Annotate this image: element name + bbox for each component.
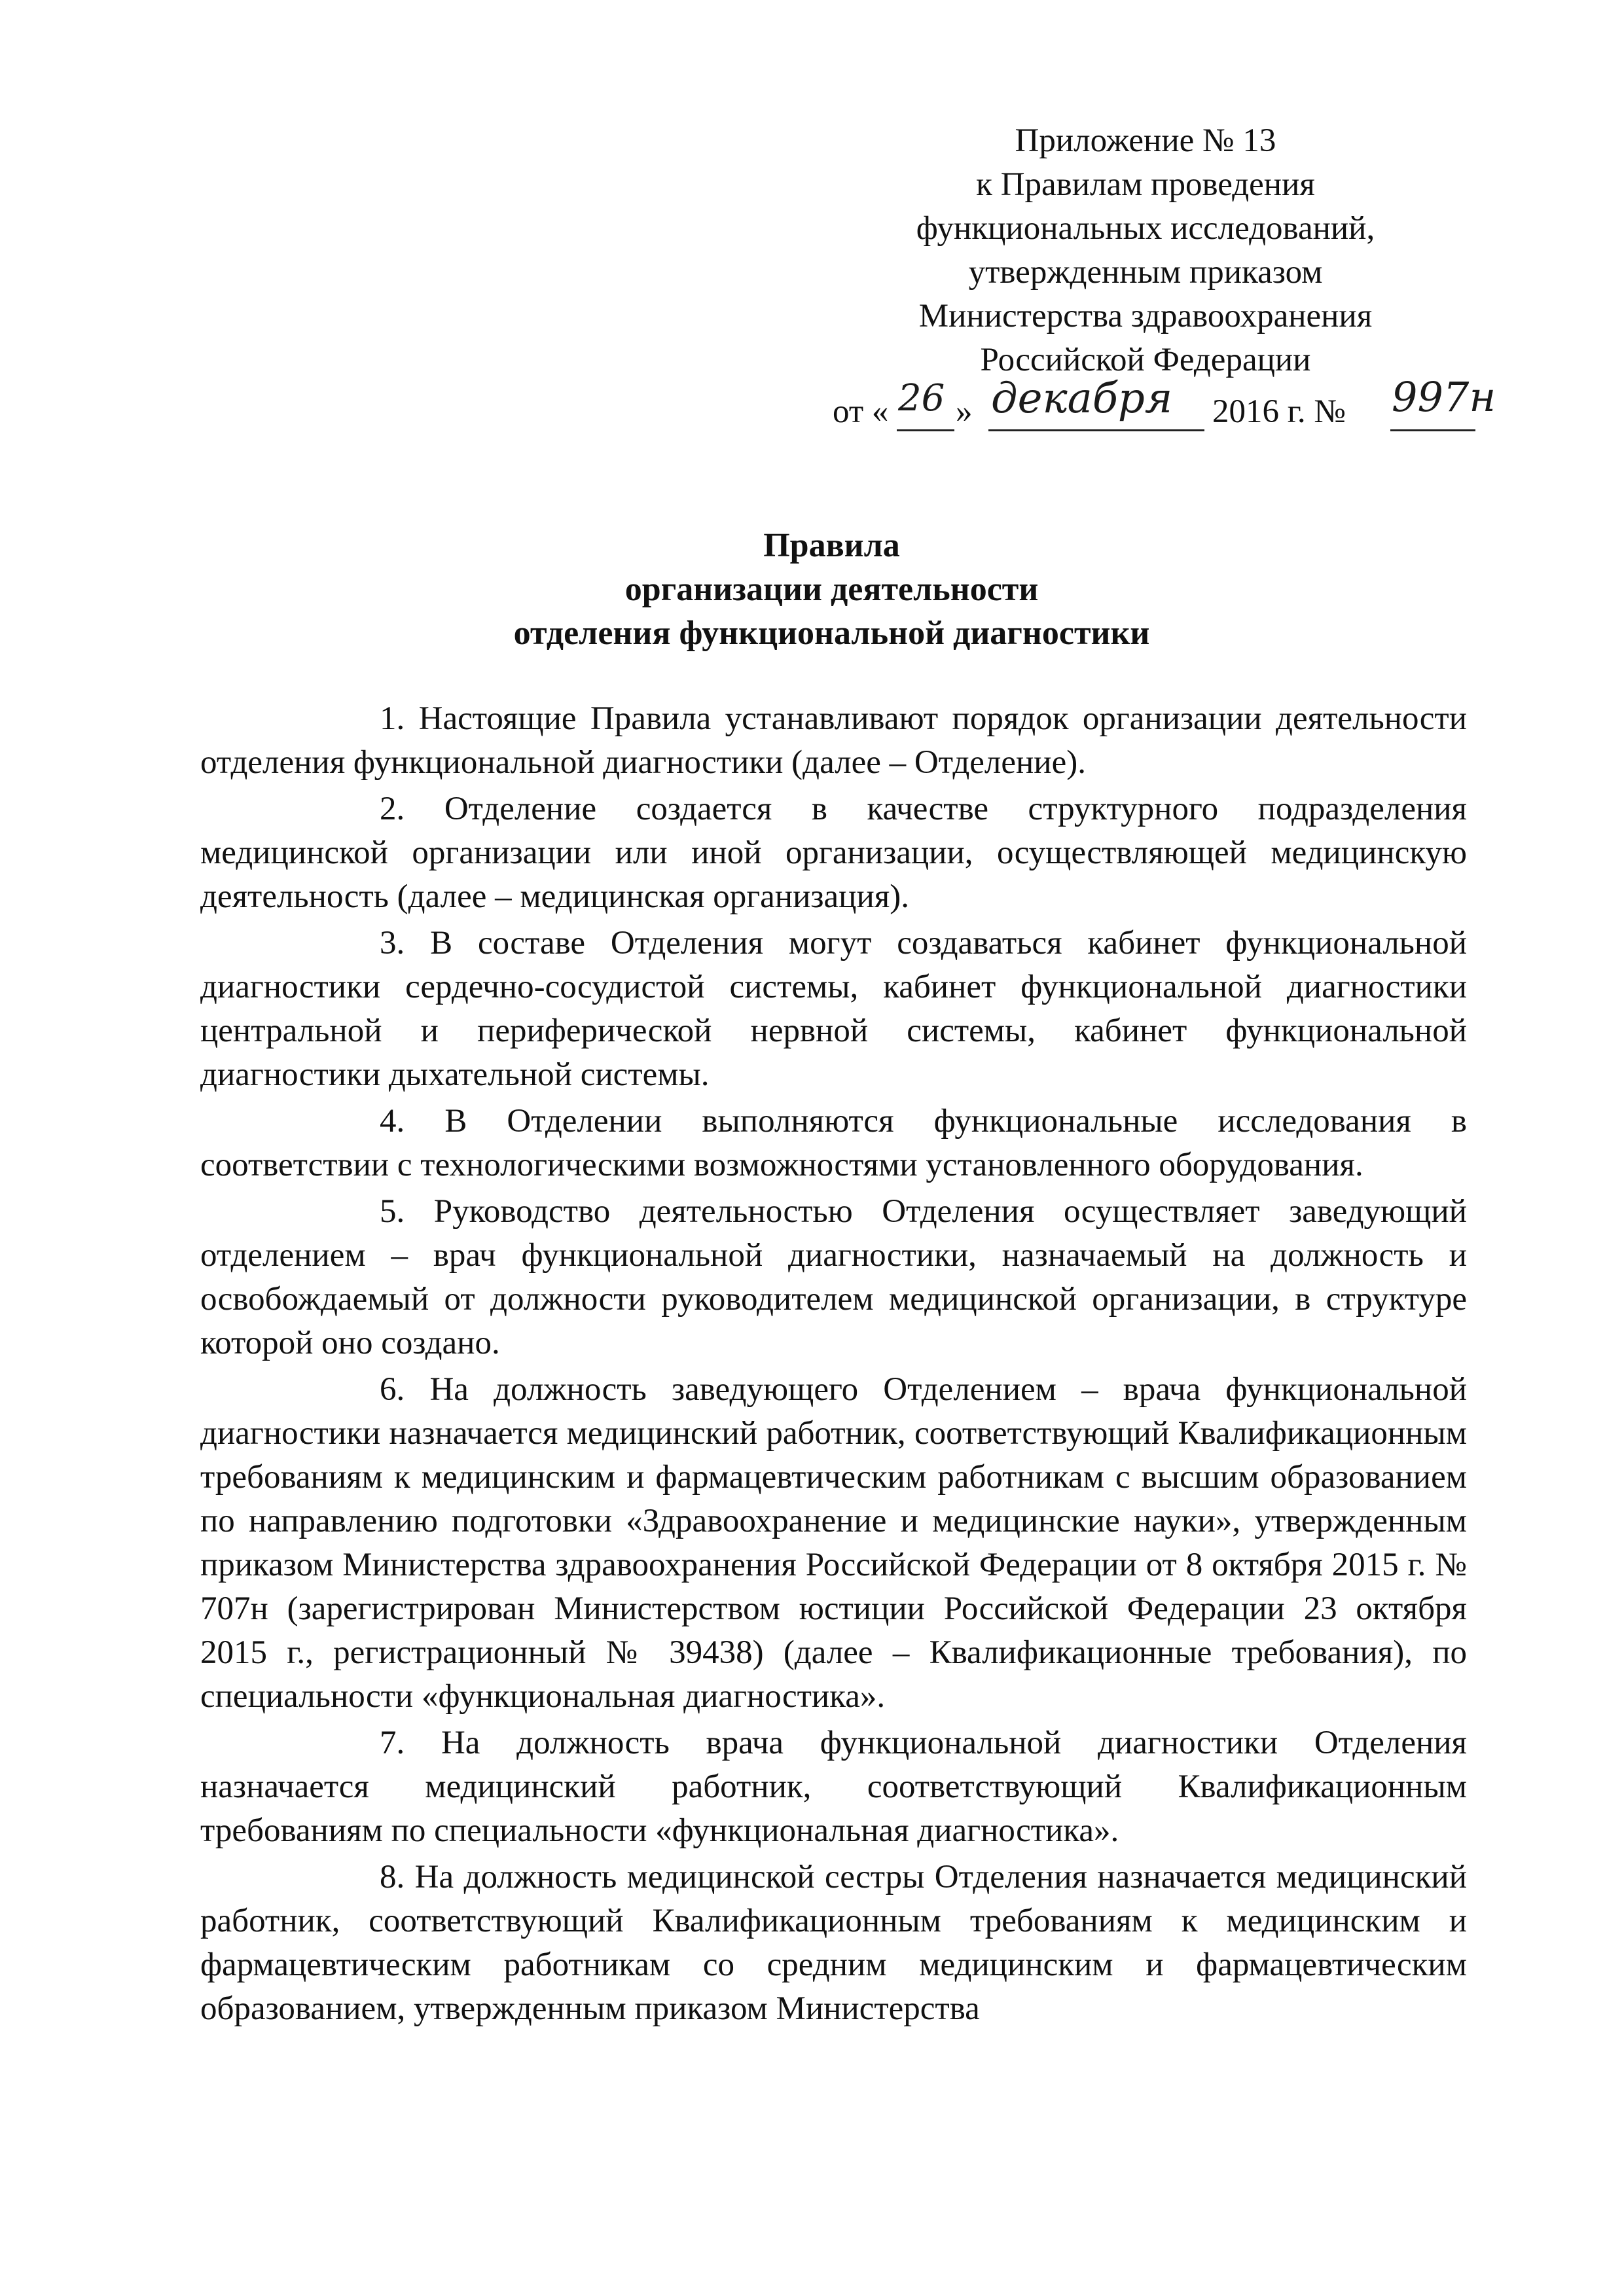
rules-body [200,697,1467,2034]
rule-paragraph [200,1100,1467,1187]
paragraph-number: 4. [380,1103,405,1139]
rule-paragraph [200,1721,1467,1853]
paragraph-number: 7. [380,1725,405,1761]
paragraph-text: На должность заведующего Отделением – врача функциональной диагностики назначается медицинский работник, соответствующий Квалификационным требованиям к медицинским и фармацевтическим работникам с высшим образованием по направлению подготовки «Здравоохранение и медицинские науки», утвержденным приказом Министерства здравоохранения Российской Федерации от 8 октября 2015 г. № 707н (зарегистрирован Министерством юстиции Российской Федерации 23 октября 2015 г., регистрационный № 39438) (далее – Квалификационные требования), по специальности «функциональная диагностика». [200,1371,1468,1715]
annex-line: Приложение № 13 [1015,122,1276,159]
rule-paragraph [200,922,1467,1097]
paragraph-text: Отделение создается в качестве структурного подразделения медицинской организации или иной организации, осуществляющей медицинскую деятельность (далее – медицинская организация). [200,791,1467,915]
number-underline [1390,429,1475,431]
paragraph-text: Руководство деятельностью Отделения осуществляет заведующий отделением – врач функциональной диагностики, назначаемый на должность и освобождаемый от должности руководителем медицинской организации, в структуре которой оно создано. [200,1193,1468,1361]
handwritten-day: 26 [898,377,945,420]
title-line: организации деятельности [624,571,1039,608]
rule-paragraph [200,697,1467,785]
paragraph-text: В Отделении выполняются функциональные исследования в соответствии с технологическими возможностями установленного оборудования. [200,1103,1467,1183]
paragraph-number: 3. [380,925,405,961]
annex-line: Министерства здравоохранения [918,298,1373,334]
title-line: Правила [763,527,900,564]
paragraph-number: 1. [380,700,405,737]
day-underline [897,429,954,431]
title-line: отделения функциональной диагностики [513,615,1150,652]
date-mid: » [956,393,973,430]
rule-paragraph [200,1190,1467,1365]
date-year: 2016 г. № [1212,393,1346,430]
paragraph-text: В составе Отделения могут создаваться кабинет функциональной диагностики сердечно-сосудистой системы, кабинет функциональной диагностики центральной и периферической нервной системы, кабинет функциональной диагностики дыхательной системы. [200,925,1467,1093]
rule-paragraph [200,1368,1467,1719]
paragraph-number: 2. [380,791,405,827]
paragraph-number: 8. [380,1859,405,1895]
annex-line: к Правилам проведения [976,166,1315,203]
annex-header [851,119,1440,382]
paragraph-number: 6. [380,1371,405,1408]
annex-line: функциональных исследований, [916,210,1375,247]
month-underline [988,429,1204,431]
order-date-line [816,373,1536,449]
paragraph-number: 5. [380,1193,405,1230]
date-prefix: от « [833,393,889,430]
paragraph-text: На должность врача функциональной диагностики Отделения назначается медицинский работник, соответствующий Квалификационным требованиям по специальности «функциональная диагностика». [200,1725,1468,1849]
paragraph-text: На должность медицинской сестры Отделения назначается медицинский работник, соответствующий Квалификационным требованиям к медицинским и фармацевтическим работникам со средним медицинским и фармацевтическим образованием, утвержденным приказом Министерства [200,1859,1467,2027]
annex-line: Российской Федерации [980,342,1311,378]
document-title [196,524,1467,655]
rule-paragraph [200,1856,1467,2031]
handwritten-order-number: 997н [1392,373,1496,421]
handwritten-month: декабря [991,374,1173,423]
rule-paragraph [200,787,1467,919]
annex-line: утвержденным приказом [968,254,1323,291]
paragraph-text: Настоящие Правила устанавливают порядок организации деятельности отделения функциональной диагностики (далее – Отделение). [200,700,1467,781]
